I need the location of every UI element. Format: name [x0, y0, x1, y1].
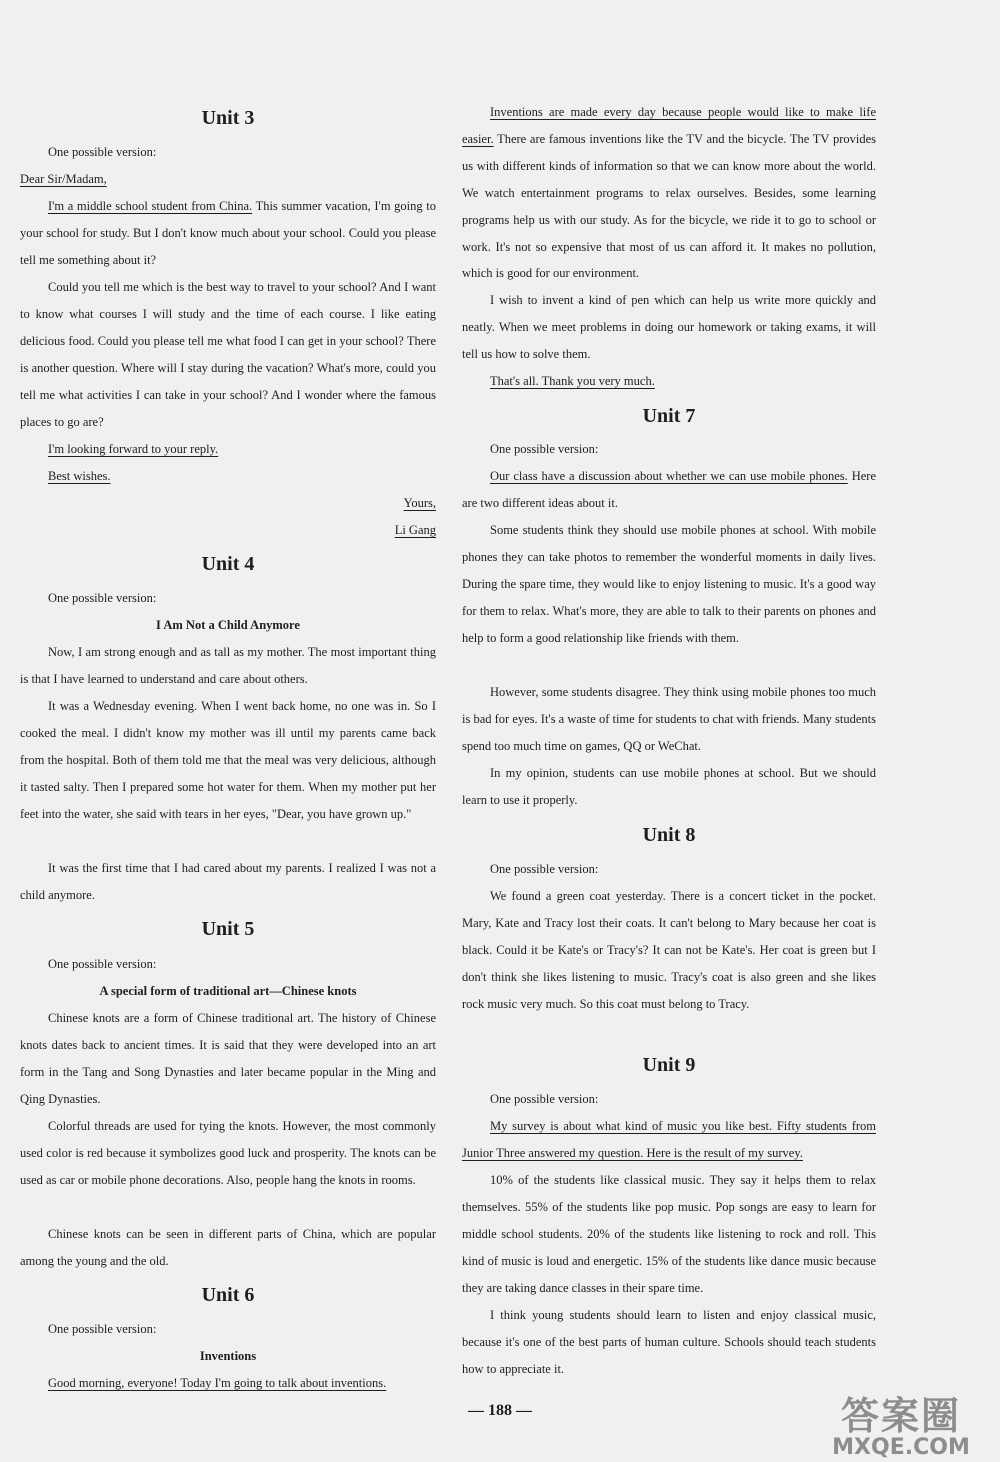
unit3-signature: Li Gang — [394, 523, 436, 537]
page-number: — 188 — — [468, 1402, 532, 1419]
unit7-heading: Unit 7 — [642, 405, 696, 427]
unit7-paragraph-4: In my opinion, students can use mobile phones at school. But we should learn to use it properly. — [462, 766, 876, 807]
underlined-sentence: I'm a middle school student from China. — [48, 199, 253, 213]
watermark-url: MXQE.COM — [832, 1435, 970, 1460]
unit5-essay-title: A special form of traditional art—Chinese knots — [99, 984, 357, 998]
unit6-paragraph-4: That's all. Thank you very much. — [490, 374, 655, 388]
unit6-heading: Unit 6 — [201, 1284, 255, 1306]
unit4-paragraph-3: It was the first time that I had cared about my parents. I realized I was not a child anymore. — [20, 861, 436, 902]
unit7-version-label: One possible version: — [490, 442, 599, 456]
unit4-heading: Unit 4 — [201, 553, 255, 575]
underlined-sentence: Our class have a discussion about whether we can use mobile phones. — [490, 469, 848, 483]
unit7-paragraph-3: However, some students disagree. They think using mobile phones too much is bad for eyes. It's a waste of time for students to chat with friends. Many students spend too much time on games, QQ or WeChat. — [462, 685, 876, 753]
unit4-essay-title: I Am Not a Child Anymore — [156, 618, 300, 632]
unit9-paragraph-2: 10% of the students like classical music. They say it helps them to relax themselves. 55% of the students like pop music. Pop songs are easy to learn for middle school students. 20% of the students like listening to rock and roll. This kind of music is loud and energetic. 15% of the students like dance music because they are taking dance classes in their spare time. — [462, 1173, 876, 1295]
unit5-version-label: One possible version: — [48, 957, 157, 971]
unit3-paragraph-2: Could you tell me which is the best way to travel to your school? And I want to know what courses I will study and the time of each course. I like eating delicious food. Could you please tell me what food I can get in your school? There is another question. Where will I stay during the vacation? What's more, could you tell me what activities I can take in your school? And I wonder where the famous places to go are? — [20, 280, 436, 429]
unit4-paragraph-2: It was a Wednesday evening. When I went back home, no one was in. So I cooked the meal. I didn't know my mother was ill until my parents came back from the hospital. Both of them told me that the meal was very delicious, although it tasted salty. Then I prepared some hot water for them. When my mother put her feet into the water, she said with tears in her eyes, "Dear, you have grown up." — [20, 699, 436, 821]
unit5-paragraph-3: Chinese knots can be seen in different parts of China, which are popular among the young and the old. — [20, 1227, 436, 1268]
unit8-paragraph-1: We found a green coat yesterday. There is a concert ticket in the pocket. Mary, Kate and Tracy lost their coats. It can't belong to Mary because her coat is black. Could it be Kate's or Tracy's? It can not be Kate's. Her coat is green but I don't think she likes listening to music. Tracy's coat is also green and she likes rock music very much. So this coat must belong to Tracy. — [462, 889, 876, 1011]
unit7-paragraph-1: Our class have a discussion about whether we can use mobile phones. Here are two different ideas about it. — [462, 469, 876, 510]
unit6-essay-title: Inventions — [199, 1349, 257, 1363]
watermark-logo — [818, 1396, 984, 1460]
unit8-version-label: One possible version: — [490, 862, 599, 876]
unit6-paragraph-3: I wish to invent a kind of pen which can help us write more quickly and neatly. When we meet problems in doing our homework or taking exams, it will tell us how to solve them. — [462, 293, 876, 361]
unit3-paragraph-3: I'm looking forward to your reply. — [48, 442, 219, 456]
unit3-salutation: Dear Sir/Madam, — [20, 172, 107, 186]
unit8-heading: Unit 8 — [642, 824, 696, 846]
unit4-version-label: One possible version: — [48, 591, 157, 605]
unit9-heading: Unit 9 — [642, 1054, 696, 1076]
unit9-paragraph-3: I think young students should learn to listen and enjoy classical music, because it's one of the best parts of human culture. Schools should teach students how to appreciate it. — [462, 1308, 876, 1376]
unit5-paragraph-2: Colorful threads are used for tying the knots. However, the most commonly used color is red because it symbolizes good luck and prosperity. The knots can be used as car or mobile phone decorations. Also, people hang the knots in rooms. — [20, 1119, 436, 1187]
unit6-paragraph-1: Good morning, everyone! Today I'm going to talk about inventions. — [48, 1376, 387, 1390]
watermark-chinese-text: 答案圈 — [840, 1394, 961, 1438]
underlined-sentence: Inventions are made every day because people would like to make life easier. — [462, 105, 876, 146]
unit3-paragraph-1: I'm a middle school student from China. This summer vacation, I'm going to your school for study. But I don't know much about your school. Could you please tell me something about it? — [20, 199, 436, 267]
unit7-paragraph-2: Some students think they should use mobile phones at school. With mobile phones they can take photos to remember the wonderful moments in daily lives. During the spare time, they would like to enjoy listening to music. It's a good way for them to relax. What's more, they are able to talk to their parents on phones and help to form a good relationship like friends with them. — [462, 523, 876, 645]
unit3-closing: Best wishes. — [48, 469, 111, 483]
unit5-heading: Unit 5 — [201, 918, 255, 940]
unit6-version-label: One possible version: — [48, 1322, 157, 1336]
unit5-paragraph-1: Chinese knots are a form of Chinese traditional art. The history of Chinese knots dates back to ancient times. It is said that they were developed into an art form in the Tang and Song Dynasties and later became popular in the Ming and Qing Dynasties. — [20, 1011, 436, 1106]
unit9-version-label: One possible version: — [490, 1092, 599, 1106]
unit9-paragraph-1: My survey is about what kind of music you like best. Fifty students from Junior Three answered my question. Here is the result of my survey. — [462, 1119, 876, 1160]
unit4-paragraph-1: Now, I am strong enough and as tall as my mother. The most important thing is that I have learned to understand and care about others. — [20, 645, 436, 686]
unit6-paragraph-2: Inventions are made every day because people would like to make life easier. There are famous inventions like the TV and the bicycle. The TV provides us with different kinds of information so that we can know more about the world. We watch entertainment programs to relax ourselves. Besides, some learning programs help us with our study. As for the bicycle, we ride it to go to school or work. It's not so expensive that most of us can afford it. It makes no pollution, which is good for our environment. — [462, 105, 876, 281]
unit3-yours: Yours, — [403, 496, 436, 510]
unit3-heading: Unit 3 — [201, 107, 255, 129]
unit3-version-label: One possible version: — [48, 145, 157, 159]
